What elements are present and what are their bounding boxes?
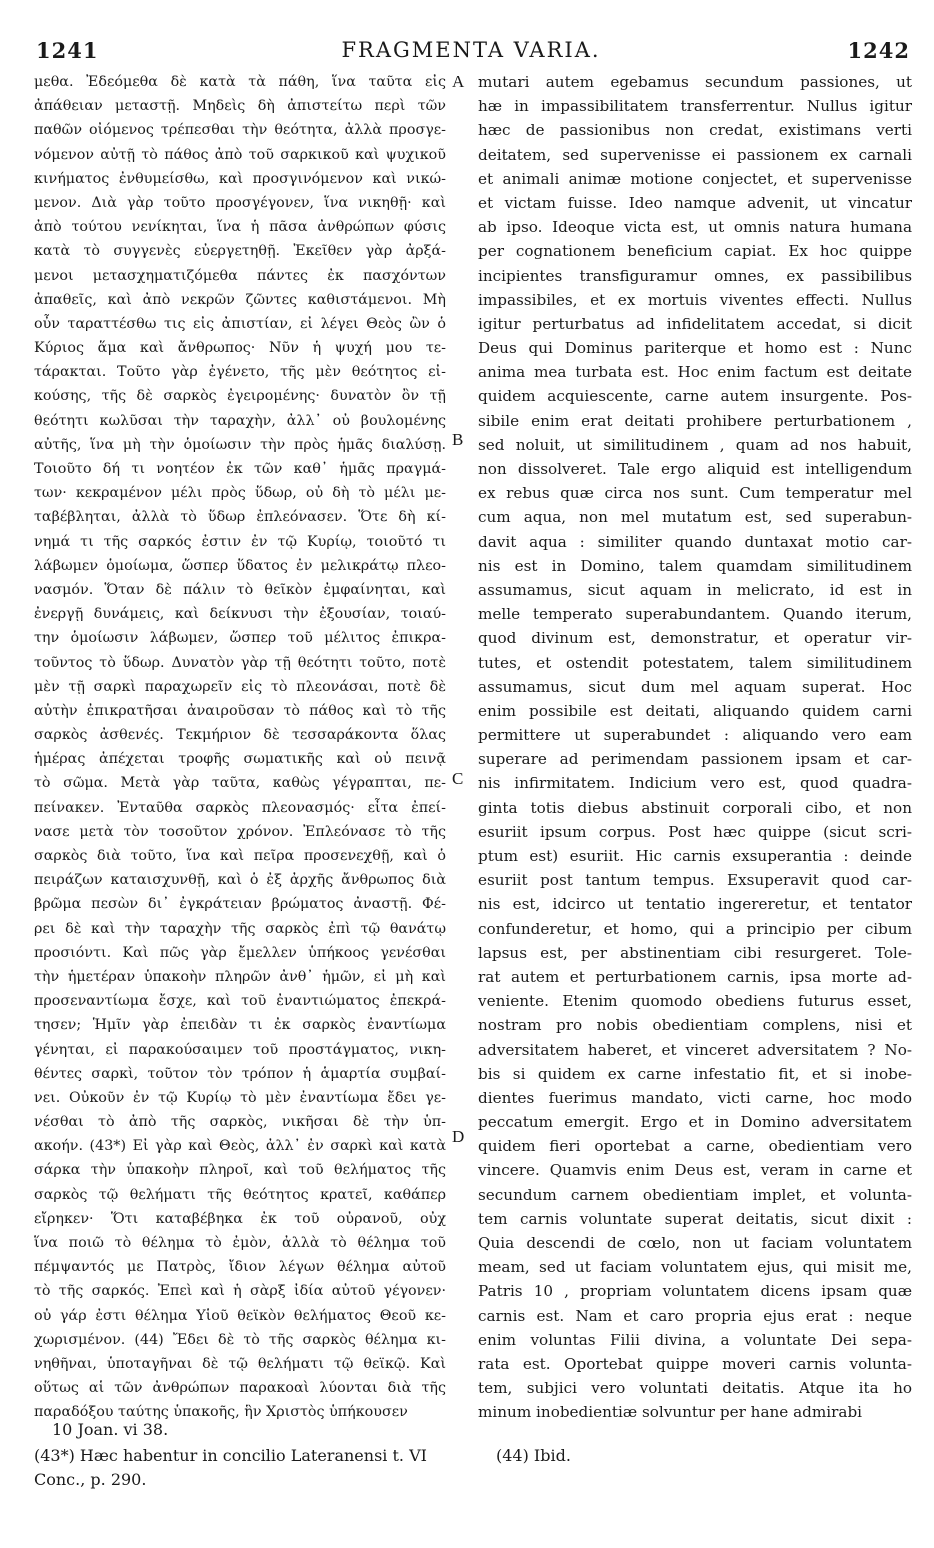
latin-text-line: et animali animæ motione conjectet, et supervenisse (478, 169, 912, 188)
latin-text-line: Patris 10 , propriam voluntatem dicens ipsam quæ (478, 1282, 912, 1301)
footnote-44: (44) Ibid. (496, 1446, 571, 1465)
greek-text-line: μενον. Διὰ γὰρ τοῦτο προσγέγονεν, ἵνα νικηθῇ· καὶ (34, 194, 446, 211)
greek-text-line: κινήματος ἐνθυμείσθω, καὶ προσγινόμενον καὶ νικώ- (34, 170, 446, 187)
greek-text-line: Κύριος ἅμα καὶ ἄνθρωπος· Νῦν ἡ ψυχή μου τε- (34, 340, 446, 357)
latin-text-line: nis est in Domino, talem quamdam similitudinem (478, 556, 912, 575)
greek-text-line: παραδόξου ταύτης ὑπακοῆς, ἣν Χριστὸς ὑπήκουσεν (34, 1404, 408, 1421)
greek-text-line: ἐνεργῇ δυνάμεις, καὶ δείκνυσι τὴν ἐξουσίαν, τοιαύ- (34, 606, 446, 623)
greek-text-line: σάρκα τὴν ὑπακοὴν πληροῖ, καὶ τοῦ θελήματος τῆς (34, 1162, 446, 1179)
greek-text-line: λάβωμεν ὁμοίωμα, ὥσπερ ὕδατος ἐν μελικράτῳ πλεο- (34, 557, 446, 574)
latin-text-line: lapsus est, per abstinentiam cibi resurgeret. Tole- (478, 943, 912, 962)
latin-text-line: deitatem, sed supervenisse ei passionem ex carnali (478, 145, 912, 164)
latin-text-line: tem carnis voluntate superat deitatis, sicut dixit : (478, 1209, 912, 1228)
page-number-right: 1242 (847, 38, 910, 63)
latin-text-line: et victam fuisse. Ideo namque advenit, ut vincatur (478, 193, 912, 212)
latin-text-line: esuriit post tantum tempus. Exsuperavit quod car- (478, 871, 912, 890)
latin-text-line: adversitatem haberet, et vinceret adversitatem ? No- (478, 1040, 912, 1059)
latin-text-line: permittere ut superabundet : aliquando vero eam (478, 726, 912, 745)
greek-text-line: ἵνα ποιῶ τὸ θέλημα τὸ ἐμὸν, ἀλλὰ τὸ θέλημα τοῦ (34, 1235, 446, 1251)
greek-text-line: προσιόντι. Καὶ πῶς γὰρ ἔμελλεν ὑπήκοος γενέσθαι (34, 944, 446, 961)
greek-text-line: αὐτὴν ἐπικρατῆσαι ἀναιροῦσαν τὸ πάθος καὶ τὸ τῆς (34, 702, 446, 719)
latin-text-line: minum inobedientiæ solvuntur per hane admirabi (478, 1403, 863, 1422)
greek-text-line: νέσθαι τὸ ἀπὸ τῆς σαρκὸς, νικῆσαι δὲ τὴν ὑπ- (34, 1114, 446, 1131)
latin-text-line: rata est. Oportebat quippe moveri carnis volunta- (478, 1354, 912, 1373)
greek-text-line: μενοι μετασχηματιζόμεθα πάντες ἐκ πασχόντων (34, 267, 446, 284)
latin-text-line: enim possibile est deitati, aliquando quidem carni (478, 701, 912, 720)
latin-text-line: anima mea turbata est. Hoc enim factum est deitate (478, 363, 912, 382)
greek-text-line: τὸ σῶμα. Μετὰ γὰρ ταῦτα, καθὼς γέγραπται, πε- (34, 775, 446, 792)
latin-text-line: per cognationem beneficium capiat. Ex hoc quippe (478, 242, 912, 261)
latin-text-line: ab ipso. Ideoque victa est, ut omnis natura humana (478, 218, 912, 237)
greek-text-line: πείνακεν. Ἐνταῦθα σαρκὸς πλεονασμός· εἶτα ἐπεί- (34, 799, 446, 816)
greek-text-line: κούσης, τῆς δὲ σαρκὸς ἐγειρομένης· δυνατὸν ὂν τῇ (34, 388, 446, 405)
greek-text-line: τὴν ἡμετέραν ὑπακοὴν πληρῶν ἀνθ᾽ ἡμῶν, εἰ μὴ καὶ (34, 968, 446, 985)
latin-text-line: carnis est. Nam et caro propria ejus erat : neque (478, 1306, 912, 1325)
footnote-43: (43*) Hæc habentur in concilio Lateranensi t. VI Conc., p. 290. (34, 1446, 427, 1489)
latin-text-line: ex rebus quæ circa nos sunt. Cum temperatur mel (478, 484, 912, 503)
greek-text-line: νημά τι τῆς σαρκός ἐστιν ἐν τῷ Κυρίῳ, τοιοῦτό τι (34, 533, 446, 550)
greek-text-line: χωρισμένον. (44) Ἔδει δὲ τὸ τῆς σαρκὸς θέλημα κι- (34, 1331, 446, 1348)
latin-text-line: confunderetur, et homo, qui a principio per cibum (478, 919, 912, 938)
greek-text-line: σαρκὸς τῷ θελήματι τῆς θεότητος κρατεῖ, καθάπερ (34, 1186, 446, 1203)
greek-text-line: νασμόν. Ὅταν δὲ πάλιν τὸ θεῖκὸν ἐμφαίνηται, καὶ (34, 581, 446, 598)
latin-text-line: quod divinum est, demonstratur, et operatur vir- (478, 629, 912, 648)
greek-text-line: ακοήν. (43*) Εἰ γὰρ καὶ Θεὸς, ἀλλ᾽ ἐν σαρκὶ καὶ κατὰ (34, 1138, 446, 1155)
latin-text-line: veniente. Etenim quomodo obediens futurus esset, (478, 992, 912, 1011)
greek-text-line: τάρακται. Τοῦτο γὰρ ἐγένετο, τῆς μὲν θεότητος εἰ- (34, 364, 446, 381)
latin-text-line: assumamus, sicut aquam in melicrato, id est in (478, 580, 912, 599)
greek-text-line: εἴρηκεν· Ὅτι καταβέβηκα ἐκ τοῦ οὐρανοῦ, οὐχ (34, 1210, 446, 1227)
page-number-left: 1241 (36, 38, 99, 63)
latin-text-line: Quia descendi de cœlo, non ut faciam voluntatem (478, 1234, 912, 1252)
greek-text-line: παθῶν οἰόμενος τρέπεσθαι τὴν θεότητα, ἀλλὰ προσγε- (34, 122, 446, 139)
greek-text-line: τησεν; Ἡμῖν γὰρ ἐπειδὰν τι ἐκ σαρκὸς ἐναντίωμα (34, 1017, 446, 1034)
latin-text-line: secundum carnem obedientiam implet, et volunta- (478, 1185, 912, 1204)
greek-text-line: γένηται, εἰ παρακούσαιμεν τοῦ προστάγματος, νικη- (34, 1041, 446, 1058)
greek-text-line: μὲν τῇ σαρκὶ παραχωρεῖν εἰς τὸ πλεονάσαι, ποτὲ δὲ (34, 678, 446, 695)
page-header (32, 38, 910, 68)
greek-text-line: ἀπαθεῖς, καὶ ἀπὸ νεκρῶν ζῶντες καθιστάμενοι. Μὴ (34, 291, 446, 308)
latin-text-line: hæc de passionibus non credat, existimans verti (478, 121, 912, 140)
latin-text-line: ptum est) esuriit. Hic carnis exsuperantia : deinde (478, 847, 912, 865)
latin-text-line: superare ad perimendam passionem ipsam et car- (478, 750, 912, 769)
greek-text-line: την ὁμοίωσιν λάβωμεν, ὥσπερ τοῦ μέλιτος ἐπικρα- (34, 630, 446, 647)
greek-text-line: βρῶμα πεσὼν δι᾽ ἐγκράτειαν βρώματος ἀναστῇ. Φέ- (34, 896, 446, 913)
greek-text-line: τὸ τῆς σαρκός. Ἐπεὶ καὶ ἡ σὰρξ ἰδία αὐτοῦ γέγονεν· (34, 1283, 446, 1300)
greek-text-line: θεότητι κωλῦσαι τὴν ταραχὴν, ἀλλ᾽ οὐ βουλομένης (34, 412, 446, 429)
latin-text-line: sibile enim erat deitati prohibere perturbationem , (478, 411, 912, 430)
latin-text-line: quidem fieri oportebat a carne, obedientiam vero (478, 1137, 912, 1156)
greek-text-line: νασε μετὰ τὸν τοσοῦτον χρόνον. Ἐπλεόνασε τὸ τῆς (34, 823, 446, 840)
latin-text-line: dientes fuerimus mandato, victi carne, hoc modo (478, 1088, 912, 1107)
greek-text-line: ἡμέρας ἀπέχεται τροφῆς σωματικῆς καὶ οὐ πεινᾷ (34, 751, 446, 768)
greek-text-line: σαρκὸς διὰ τοῦτο, ἵνα καὶ πεῖρα προσενεχθῇ, καὶ ὁ (34, 848, 446, 864)
greek-text-line: οὕτως αἱ τῶν ἀνθρώπων παρακοαὶ λύονται διὰ τῆς (34, 1380, 446, 1397)
latin-text-line: peccatum emergit. Ergo et in Domino adversitatem (478, 1113, 912, 1132)
latin-text-line: melle temperato superabundantem. Quando iterum, (478, 605, 912, 624)
latin-text-line: igitur perturbatus ad infidelitatem accedat, si dicit (478, 314, 912, 333)
greek-text-line: μεθα. Ἐδεόμεθα δὲ κατὰ τὰ πάθη, ἵνα ταῦτα εἰς (34, 74, 446, 90)
latin-text-line: nostram pro nobis obedientiam complens, nisi et (478, 1016, 912, 1035)
latin-text-line: quidem acquiescente, carne autem insurgente. Pos- (478, 387, 912, 406)
greek-text-line: ρει δὲ καὶ τὴν ταραχὴν τῆς σαρκὸς ἐπὶ τῷ θανάτῳ (34, 920, 446, 937)
greek-text-line: οὐ γάρ ἐστι θέλημα Υἱοῦ θεϊκὸν θελήματος Θεοῦ κε- (34, 1307, 446, 1324)
latin-text-line: enim voluntas Filii divina, a voluntate Dei sepa- (478, 1330, 912, 1349)
greek-column (34, 70, 446, 1425)
latin-text-line: non dissolveret. Tale ergo aliquid est intelligendum (478, 460, 912, 478)
latin-text-line: nis infirmitatem. Indicium vero est, quod quadra- (478, 774, 912, 793)
greek-text-line: νει. Οὐκοῦν ἐν τῷ Κυρίῳ τὸ μὲν ἐναντίωμα ἔδει γε- (34, 1089, 446, 1106)
greek-text-line: νηθῆναι, ὑποταγῆναι δὲ τῷ θελήματι τῷ θεϊκῷ. Καὶ (34, 1355, 446, 1372)
latin-text-line: cum aqua, non mel mutatum est, sed superabun- (478, 508, 912, 527)
greek-text-line: ἀπὸ τούτου νενίκηται, ἵνα ἡ πᾶσα ἀνθρώπων φύσις (34, 219, 446, 236)
greek-text-line: αὐτῆς, ἵνα μὴ τὴν ὁμοίωσιν τὴν πρὸς ἡμᾶς διαλύσῃ. (34, 436, 446, 453)
greek-text-line: πειράζων καταισχυνθῇ, καὶ ὁ ἐξ ἀρχῆς ἄνθρωπος διὰ (34, 872, 446, 889)
greek-text-line: πέμψαντός με Πατρὸς, ἴδιον λέγων θέλημα αὐτοῦ (34, 1259, 446, 1276)
greek-text-line: τοῦντος τὸ ὕδωρ. Δυνατὸν γὰρ τῇ θεότητι τοῦτο, ποτὲ (34, 654, 446, 671)
latin-text-line: impassibiles, et ex mortuis viventes effecti. Nullus (478, 290, 912, 309)
latin-text-line: sed noluit, ut similitudinem , quam ad nos habuit, (478, 435, 912, 454)
latin-text-line: assumamus, sicut dum mel aquam superat. Hoc (478, 677, 912, 696)
latin-text-line: rat autem et perturbationem carnis, ipsa morte ad- (478, 967, 912, 986)
greek-text-line: οὖν ταραττέσθω τις εἰς ἀπιστίαν, εἰ λέγει Θεὸς ὢν ὁ (34, 315, 446, 332)
latin-text-line: hæ in impassibilitatem transferrentur. Nullus igitur (478, 97, 912, 116)
latin-text-line: meam, sed ut faciam voluntatem ejus, qui misit me, (478, 1258, 912, 1277)
latin-text-line: esuriit ipsum corpus. Post hæc quippe (sicut scri- (478, 822, 912, 841)
section-marker-c: C (452, 769, 464, 788)
greek-text-line: νόμενον αὐτῇ τὸ πάθος ἀπὸ τοῦ σαρκικοῦ καὶ ψυχικοῦ (34, 146, 446, 163)
greek-text-line: ἀπάθειαν μεταστῇ. Μηδεὶς δὴ ἀπιστείτω περὶ τῶν (34, 98, 446, 115)
latin-text-line: mutari autem egebamus secundum passiones, ut (478, 73, 912, 91)
section-marker-d: D (452, 1127, 465, 1146)
latin-text-line: Deus qui Dominus pariterque et homo est : Nunc (478, 339, 912, 358)
latin-text-line: tutes, et ostendit potestatem, talem similitudinem (478, 653, 912, 672)
greek-text-line: σαρκὸς ἀσθενές. Τεκμήριον δὲ τεσσαράκοντα ὅλας (34, 727, 446, 744)
latin-text-line: nis est, idcirco ut tentatio ingereretur, et tentator (478, 895, 912, 914)
greek-text-line: Τοιοῦτο δή τι νοητέον ἐκ τῶν καθ᾽ ἡμᾶς πραγμά- (34, 461, 446, 477)
running-title: FRAGMENTA VARIA. (341, 38, 601, 62)
latin-text-line: davit aqua : similiter quando duntaxat motio car- (478, 532, 912, 551)
greek-text-line: θέντες σαρκὶ, τοῦτον τὸν τρόπον ἡ ἁμαρτία συμβαί- (34, 1065, 446, 1082)
footnote-10: 10 Joan. vi 38. (52, 1420, 169, 1439)
greek-text-line: κατὰ τὸ συγγενὲς εὐεργετηθῇ. Ἐκεῖθεν γὰρ ἀρξά- (34, 243, 446, 260)
greek-text-line: προσεναντίωμα ἔσχε, καὶ τοῦ ἐναντιώματος ἐπεκρά- (34, 993, 446, 1010)
latin-text-line: vincere. Quamvis enim Deus est, veram in carne et (478, 1161, 912, 1180)
greek-text-line: των· κεκραμένον μέλι πρὸς ὕδωρ, οὐ δὴ τὸ μέλι με- (34, 485, 446, 502)
latin-text-line: incipientes transfiguramur omnes, ex passibilibus (478, 266, 912, 285)
latin-text-line: bis si quidem ex carne infestatio fit, et si inobe- (478, 1064, 912, 1083)
section-marker-b: B (452, 430, 464, 449)
section-marker-a: A (452, 72, 465, 91)
latin-text-line: tem, subjici vero voluntati deitatis. Atque ita ho (478, 1379, 912, 1398)
latin-column (478, 70, 912, 1425)
latin-text-line: ginta totis diebus abstinuit corporali cibo, et non (478, 798, 912, 817)
greek-text-line: ταβέβληται, ἀλλὰ τὸ ὕδωρ ἐπλεόνασεν. Ὅτε δὴ κί- (34, 509, 446, 526)
